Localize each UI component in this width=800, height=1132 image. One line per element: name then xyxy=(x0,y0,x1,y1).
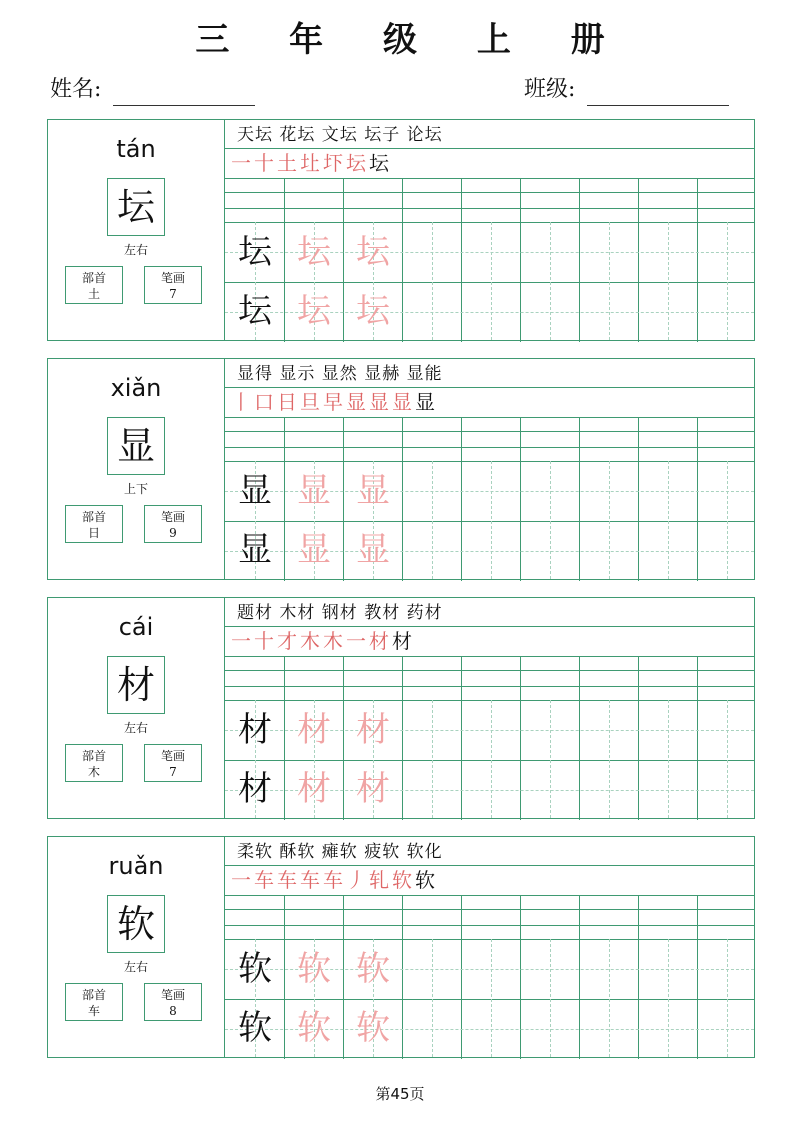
writing-cell[interactable] xyxy=(520,521,579,579)
trace-character: 显 xyxy=(356,471,390,511)
writing-cell[interactable] xyxy=(638,760,697,818)
radical-label: 部首 xyxy=(81,510,106,524)
pinyin: ruǎn xyxy=(108,852,164,880)
character-info-panel xyxy=(48,120,225,340)
trace-character: 材 xyxy=(297,710,331,750)
stroke-step: 圵 xyxy=(300,151,323,175)
stroke-step: 十 xyxy=(254,151,277,175)
stroke-step: 才 xyxy=(277,629,300,653)
name-label: 姓名: xyxy=(50,77,102,102)
main-character: 坛 xyxy=(107,178,165,236)
stroke-count-value: 7 xyxy=(169,765,177,779)
stroke-count-value: 8 xyxy=(169,1004,177,1018)
model-character: 显 xyxy=(238,530,272,570)
writing-cell[interactable] xyxy=(697,760,756,818)
stroke-step: 木 xyxy=(300,629,323,653)
class-label: 班级: xyxy=(524,77,576,102)
grid-line xyxy=(225,656,754,657)
trace-character: 显 xyxy=(356,530,390,570)
grid-line xyxy=(225,626,754,627)
stroke-step: 显 xyxy=(369,390,392,414)
writing-cell[interactable] xyxy=(402,521,461,579)
radical-label: 部首 xyxy=(81,749,106,763)
pinyin: cái xyxy=(118,613,154,641)
grid-line xyxy=(225,387,754,388)
radical-box xyxy=(65,983,123,1021)
radical-box xyxy=(65,505,123,543)
character-structure: 左右 xyxy=(123,721,148,735)
grid-line xyxy=(225,417,754,418)
writing-cell[interactable] xyxy=(520,999,579,1057)
writing-cell[interactable] xyxy=(579,999,638,1057)
radical-label: 部首 xyxy=(81,988,106,1002)
character-structure: 左右 xyxy=(123,243,148,257)
practice-panel xyxy=(225,359,754,579)
model-character: 软 xyxy=(238,949,272,989)
stroke-count-label: 笔画 xyxy=(160,510,185,524)
writing-cell[interactable] xyxy=(579,940,638,998)
stroke-step: 车丿 xyxy=(323,868,369,892)
practice-panel xyxy=(225,120,754,340)
model-character: 显 xyxy=(238,471,272,511)
stroke-order-row xyxy=(231,867,438,893)
writing-cell[interactable] xyxy=(402,282,461,340)
grid-line xyxy=(225,909,754,910)
stroke-step: 旦 xyxy=(300,390,323,414)
character-info-panel xyxy=(48,359,225,579)
writing-cell[interactable] xyxy=(579,282,638,340)
page-title: 三 年 级 上 册 xyxy=(195,20,629,60)
stroke-count-value: 7 xyxy=(169,287,177,301)
writing-cell[interactable] xyxy=(461,462,520,520)
character-card xyxy=(47,836,755,1058)
character-info-panel xyxy=(48,598,225,818)
radical-box xyxy=(65,744,123,782)
class-field xyxy=(524,74,729,106)
model-character: 材 xyxy=(238,710,272,750)
stroke-step: 车 xyxy=(254,868,277,892)
writing-cell[interactable] xyxy=(638,521,697,579)
writing-cell[interactable] xyxy=(520,760,579,818)
stroke-step: 轧 xyxy=(369,868,392,892)
writing-cell[interactable] xyxy=(697,223,756,281)
vocabulary-words: 柔软 酥软 瘫软 疲软 软化 xyxy=(237,842,443,862)
stroke-count-value: 9 xyxy=(169,526,177,540)
trace-character: 软 xyxy=(297,1008,331,1048)
grid-line xyxy=(225,447,754,448)
writing-cell[interactable] xyxy=(402,223,461,281)
character-info-panel xyxy=(48,837,225,1057)
writing-cell[interactable] xyxy=(638,282,697,340)
writing-cell[interactable] xyxy=(638,462,697,520)
writing-cell[interactable] xyxy=(638,940,697,998)
grid-line xyxy=(225,686,754,687)
radical-box xyxy=(65,266,123,304)
stroke-step: 十 xyxy=(254,629,277,653)
writing-cell[interactable] xyxy=(579,462,638,520)
stroke-count-box xyxy=(144,266,202,304)
grid-line xyxy=(225,865,754,866)
stroke-step: 车 xyxy=(300,868,323,892)
stroke-step: 圷 xyxy=(323,151,346,175)
stroke-order-row xyxy=(231,389,438,415)
main-character: 软 xyxy=(107,895,165,953)
writing-cell[interactable] xyxy=(402,462,461,520)
trace-character: 坛 xyxy=(356,291,390,331)
writing-cell[interactable] xyxy=(638,701,697,759)
character-structure: 上下 xyxy=(123,482,148,496)
grid-line xyxy=(225,895,754,896)
stroke-count-label: 笔画 xyxy=(160,271,185,285)
trace-character: 坛 xyxy=(297,232,331,272)
trace-character: 软 xyxy=(356,1008,390,1048)
stroke-step: 日 xyxy=(277,390,300,414)
stroke-step: 一 xyxy=(231,629,254,653)
writing-cell[interactable] xyxy=(697,521,756,579)
radical-value: 车 xyxy=(87,1004,100,1018)
model-character: 坛 xyxy=(238,291,272,331)
stroke-count-label: 笔画 xyxy=(160,749,185,763)
writing-cell[interactable] xyxy=(461,521,520,579)
stroke-step: 材 xyxy=(369,629,392,653)
writing-cell[interactable] xyxy=(461,701,520,759)
stroke-step: 车 xyxy=(277,868,300,892)
pinyin: xiǎn xyxy=(110,374,162,402)
grid-line xyxy=(225,208,754,209)
writing-cell[interactable] xyxy=(579,521,638,579)
model-character: 材 xyxy=(238,769,272,809)
grid-line xyxy=(225,925,754,926)
stroke-order-row xyxy=(231,628,415,654)
writing-cell[interactable] xyxy=(402,760,461,818)
writing-cell[interactable] xyxy=(520,940,579,998)
writing-cell[interactable] xyxy=(461,760,520,818)
practice-panel xyxy=(225,598,754,818)
vocabulary-words: 天坛 花坛 文坛 坛子 论坛 xyxy=(237,125,443,145)
writing-cell[interactable] xyxy=(638,999,697,1057)
writing-cell[interactable] xyxy=(520,462,579,520)
vocabulary-words: 题材 木材 钢材 教材 药材 xyxy=(237,603,443,623)
stroke-step: 显 xyxy=(415,390,438,414)
writing-cell[interactable] xyxy=(461,282,520,340)
grid-line xyxy=(225,178,754,179)
stroke-step: 显 xyxy=(392,390,415,414)
trace-character: 材 xyxy=(297,769,331,809)
trace-character: 显 xyxy=(297,530,331,570)
writing-cell[interactable] xyxy=(579,223,638,281)
model-character: 坛 xyxy=(238,232,272,272)
trace-character: 坛 xyxy=(356,232,390,272)
vocabulary-words: 显得 显示 显然 显赫 显能 xyxy=(237,364,443,384)
writing-cell[interactable] xyxy=(697,462,756,520)
trace-character: 坛 xyxy=(297,291,331,331)
trace-character: 软 xyxy=(356,949,390,989)
writing-cell[interactable] xyxy=(520,701,579,759)
name-blank-line[interactable] xyxy=(113,81,255,106)
writing-cell[interactable] xyxy=(461,940,520,998)
trace-character: 材 xyxy=(356,769,390,809)
stroke-count-box xyxy=(144,744,202,782)
pinyin: tán xyxy=(116,135,156,163)
stroke-step: 一 xyxy=(231,868,254,892)
main-character: 显 xyxy=(107,417,165,475)
trace-character: 材 xyxy=(356,710,390,750)
grid-line xyxy=(225,148,754,149)
writing-cell[interactable] xyxy=(402,701,461,759)
character-card xyxy=(47,119,755,341)
writing-cell[interactable] xyxy=(697,999,756,1057)
character-structure: 左右 xyxy=(123,960,148,974)
radical-value: 土 xyxy=(87,287,100,301)
stroke-step: 丨 xyxy=(231,390,254,414)
stroke-step: 木一 xyxy=(323,629,369,653)
stroke-step: 一 xyxy=(231,151,254,175)
stroke-step: 软 xyxy=(392,868,415,892)
character-card xyxy=(47,597,755,819)
grid-line xyxy=(225,670,754,671)
trace-character: 显 xyxy=(297,471,331,511)
radical-value: 木 xyxy=(87,765,100,779)
class-blank-line[interactable] xyxy=(587,81,729,106)
stroke-step: 坛 xyxy=(369,151,392,175)
writing-cell[interactable] xyxy=(579,701,638,759)
stroke-order-row xyxy=(231,150,392,176)
stroke-step: 土 xyxy=(277,151,300,175)
writing-cell[interactable] xyxy=(520,282,579,340)
stroke-count-box xyxy=(144,983,202,1021)
stroke-step: 早 xyxy=(323,390,346,414)
writing-cell[interactable] xyxy=(520,223,579,281)
grid-line xyxy=(225,192,754,193)
stroke-step: 口 xyxy=(254,390,277,414)
writing-cell[interactable] xyxy=(461,223,520,281)
radical-value: 日 xyxy=(87,526,100,540)
grid-line xyxy=(225,431,754,432)
stroke-step: 显 xyxy=(346,390,369,414)
stroke-step: 软 xyxy=(415,868,438,892)
writing-cell[interactable] xyxy=(579,760,638,818)
stroke-step: 坛 xyxy=(346,151,369,175)
name-field xyxy=(50,74,255,106)
practice-panel xyxy=(225,837,754,1057)
writing-cell[interactable] xyxy=(461,999,520,1057)
trace-character: 软 xyxy=(297,949,331,989)
radical-label: 部首 xyxy=(81,271,106,285)
stroke-count-box xyxy=(144,505,202,543)
main-character: 材 xyxy=(107,656,165,714)
writing-cell[interactable] xyxy=(402,940,461,998)
page-number: 第45页 xyxy=(375,1085,425,1103)
character-card xyxy=(47,358,755,580)
stroke-step: 材 xyxy=(392,629,415,653)
writing-cell[interactable] xyxy=(697,940,756,998)
writing-cell[interactable] xyxy=(402,999,461,1057)
writing-cell[interactable] xyxy=(697,701,756,759)
writing-cell[interactable] xyxy=(638,223,697,281)
writing-cell[interactable] xyxy=(697,282,756,340)
model-character: 软 xyxy=(238,1008,272,1048)
stroke-count-label: 笔画 xyxy=(160,988,185,1002)
